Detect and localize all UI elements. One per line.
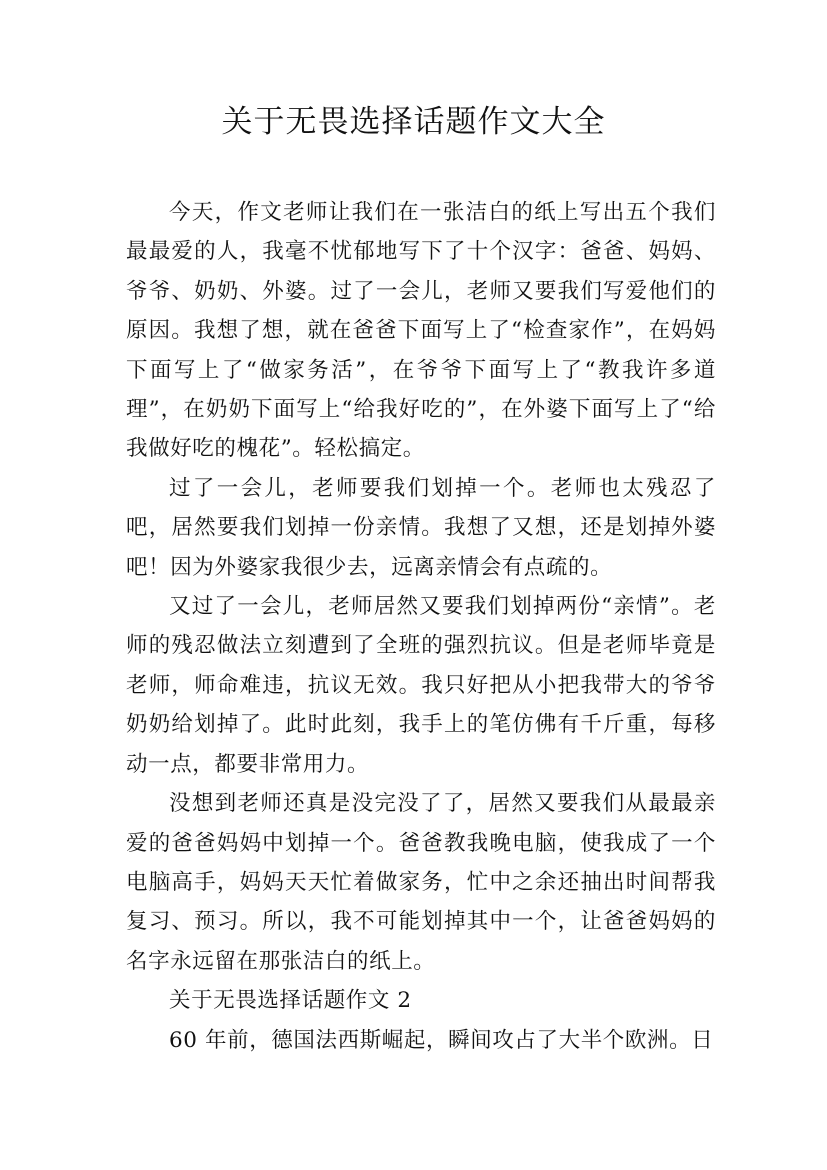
paragraph-3: 又过了一会儿，老师居然又要我们划掉两份“亲情”。老师的残忍做法立刻遭到了全班的强烈抗议。但是老师毕竟是老师，师命难违，抗议无效。我只好把从小把我带大的爷爷奶奶给划掉了。此时此刻，我手上的笔仿佛有千斤重，每移动一点，都要非常用力。 bbox=[126, 594, 716, 777]
paragraph-1: 今天，作文老师让我们在一张洁白的纸上写出五个我们最最爱的人，我毫不忧郁地写下了十个汉字：爸爸、妈妈、爷爷、奶奶、外婆。过了一会儿，老师又要我们写爱他们的原因。我想了想，就在爸爸下面写上了“检查家作”，在妈妈下面写上了“做家务活”，在爷爷下面写上了“教我许多道理”，在奶奶下面写上“给我好吃的”，在外婆下面写上了“给我做好吃的槐花”。轻松搞定。 bbox=[126, 200, 716, 462]
paragraph-4: 没想到老师还真是没完没了了，居然又要我们从最最亲爱的爸爸妈妈中划掉一个。爸爸教我晚电脑，使我成了一个电脑高手，妈妈天天忙着做家务，忙中之余还抽出时间帮我复习、预习。所以，我不可能划掉其中一个，让爸爸妈妈的名字永远留在那张洁白的纸上。 bbox=[126, 791, 716, 974]
section-heading: 关于无畏选择话题作文 2 bbox=[169, 988, 412, 1014]
document-title: 关于无畏选择话题作文大全 bbox=[221, 104, 606, 140]
paragraph-2: 过了一会儿，老师要我们划掉一个。老师也太残忍了吧，居然要我们划掉一份亲情。我想了又想，还是划掉外婆吧！因为外婆家我很少去，远离亲情会有点疏的。 bbox=[126, 475, 716, 580]
document-body bbox=[126, 193, 716, 1060]
paragraph-5: 60 年前，德国法西斯崛起，瞬间攻占了大半个欧洲。日 bbox=[169, 1027, 714, 1053]
